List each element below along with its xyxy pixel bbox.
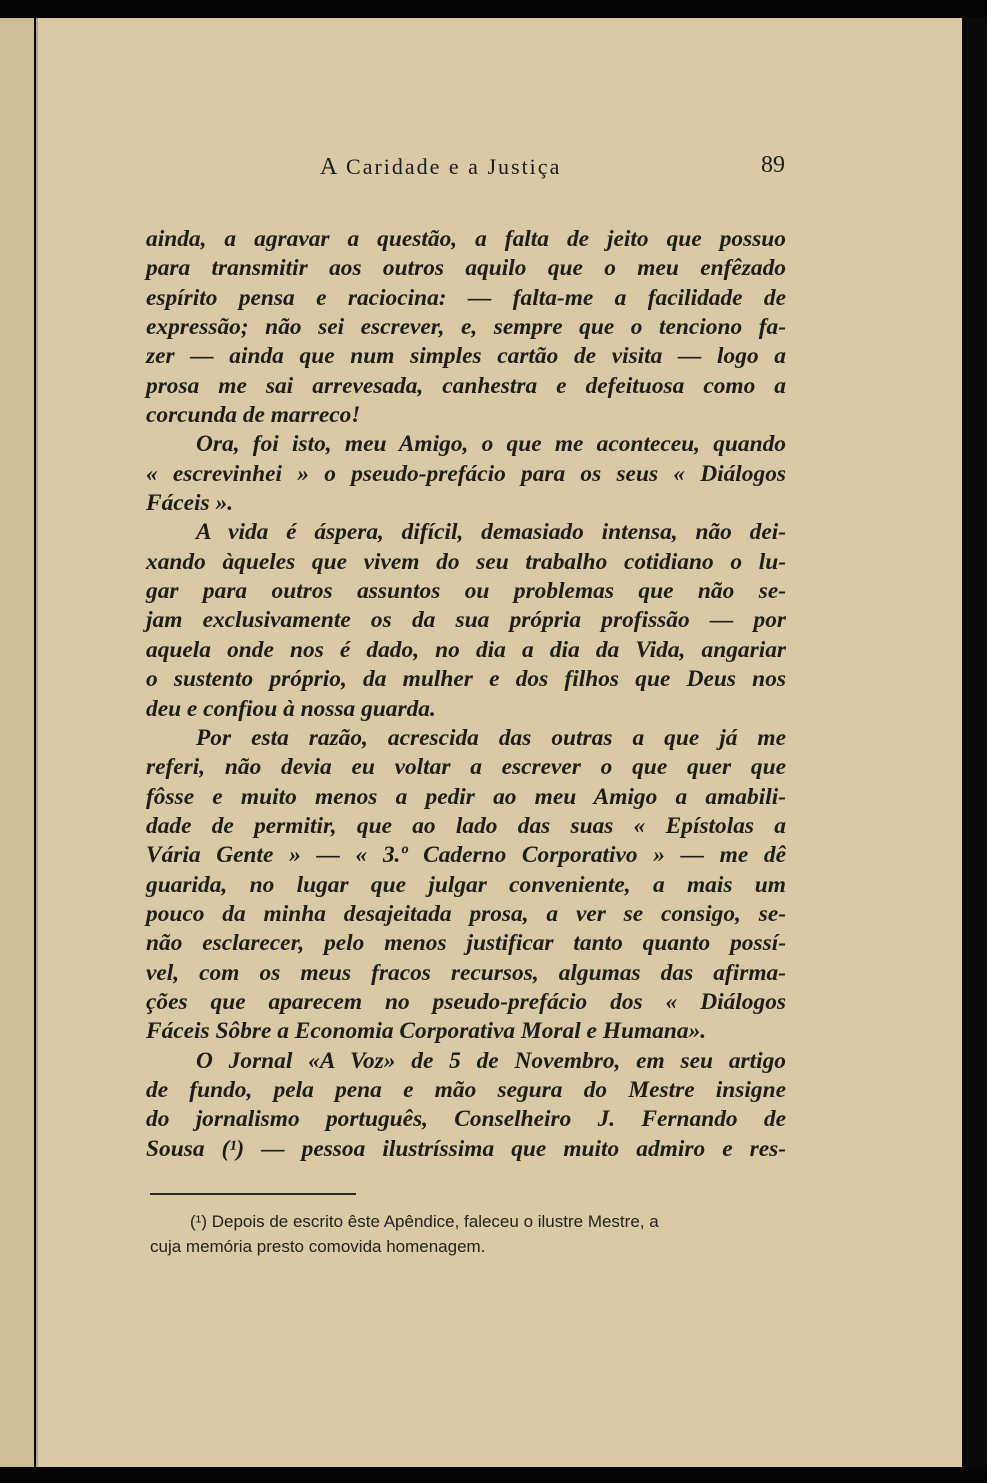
text-line: Fáceis Sôbre a Economia Corporativa Moral e Humana». bbox=[146, 1018, 707, 1045]
text-line: prosa me sai arrevesada, canhestra e defeituosa como a bbox=[146, 372, 786, 399]
footnote-line: (¹) Depois de escrito êste Apêndice, faleceu o ilustre Mestre, a bbox=[190, 1212, 659, 1231]
text-line: aquela onde nos é dado, no dia a dia da Vida, angariar bbox=[146, 636, 786, 663]
text-line: pouco da minha desajeitada prosa, a ver se consigo, se- bbox=[146, 900, 786, 927]
text-line: deu e confiou à nossa guarda. bbox=[146, 695, 436, 722]
text-line: para transmitir aos outros aquilo que o meu enfêzado bbox=[146, 255, 786, 282]
text-line: do jornalismo português, Conselheiro J. Fernando de bbox=[146, 1106, 786, 1133]
text-line: A vida é áspera, difícil, demasiado intensa, não dei- bbox=[196, 519, 786, 546]
text-line: dade de permitir, que ao lado das suas « Epístolas a bbox=[146, 812, 786, 839]
text-line: Sousa (¹) — pessoa ilustríssima que muito admiro e res- bbox=[146, 1135, 786, 1162]
text-line: referi, não devia eu voltar a escrever o que quer que bbox=[146, 754, 786, 781]
text-line: corcunda de marreco! bbox=[146, 402, 361, 429]
text-line: guarida, no lugar que julgar conveniente, a mais um bbox=[146, 871, 786, 898]
text-line: ções que aparecem no pseudo-prefácio dos « Diálogos bbox=[146, 988, 786, 1015]
text-line: zer — ainda que num simples cartão de visita — logo a bbox=[146, 343, 786, 370]
footnote-line: cuja memória presto comovida homenagem. bbox=[150, 1237, 486, 1256]
text-line: vel, com os meus fracos recursos, algumas das afirma- bbox=[146, 959, 786, 986]
text-line: Vária Gente » — « 3.º Caderno Corporativo » — me dê bbox=[146, 842, 786, 869]
running-title: A Caridade e a Justiça bbox=[320, 154, 562, 180]
text-line: xando àqueles que vivem do seu trabalho cotidiano o lu- bbox=[146, 548, 786, 575]
running-header bbox=[320, 154, 785, 184]
text-line: Ora, foi isto, meu Amigo, o que me aconteceu, quando bbox=[196, 431, 786, 458]
text-line: « escrevinhei » o pseudo-prefácio para os seus « Diálogos bbox=[146, 460, 786, 487]
footnote-rule bbox=[150, 1193, 356, 1195]
text-line: ainda, a agravar a questão, a falta de jeito que possuo bbox=[146, 226, 786, 252]
footnote bbox=[150, 1209, 790, 1259]
text-line: Fáceis ». bbox=[146, 490, 234, 517]
page-number: 89 bbox=[761, 152, 785, 178]
text-line: espírito pensa e raciocina: — falta-me a facilidade de bbox=[146, 284, 786, 311]
body-text bbox=[146, 225, 786, 1164]
text-line: não esclarecer, pelo menos justificar tanto quanto possí- bbox=[146, 930, 786, 957]
text-line: O Jornal «A Voz» de 5 de Novembro, em seu artigo bbox=[196, 1047, 786, 1074]
text-line: jam exclusivamente os da sua própria profissão — por bbox=[146, 607, 786, 634]
right-dark-edge bbox=[962, 18, 987, 1467]
left-page-edge bbox=[0, 18, 34, 1467]
text-line: o sustento próprio, da mulher e dos filhos que Deus nos bbox=[146, 666, 786, 693]
text-line: fôsse e muito menos a pedir ao meu Amigo a amabili- bbox=[146, 783, 786, 810]
text-line: gar para outros assuntos ou problemas que não se- bbox=[146, 578, 786, 605]
text-line: expressão; não sei escrever, e, sempre que o tenciono fa- bbox=[146, 314, 786, 341]
text-line: de fundo, pela pena e mão segura do Mestre insigne bbox=[146, 1076, 786, 1103]
text-line: Por esta razão, acrescida das outras a que já me bbox=[196, 724, 786, 751]
